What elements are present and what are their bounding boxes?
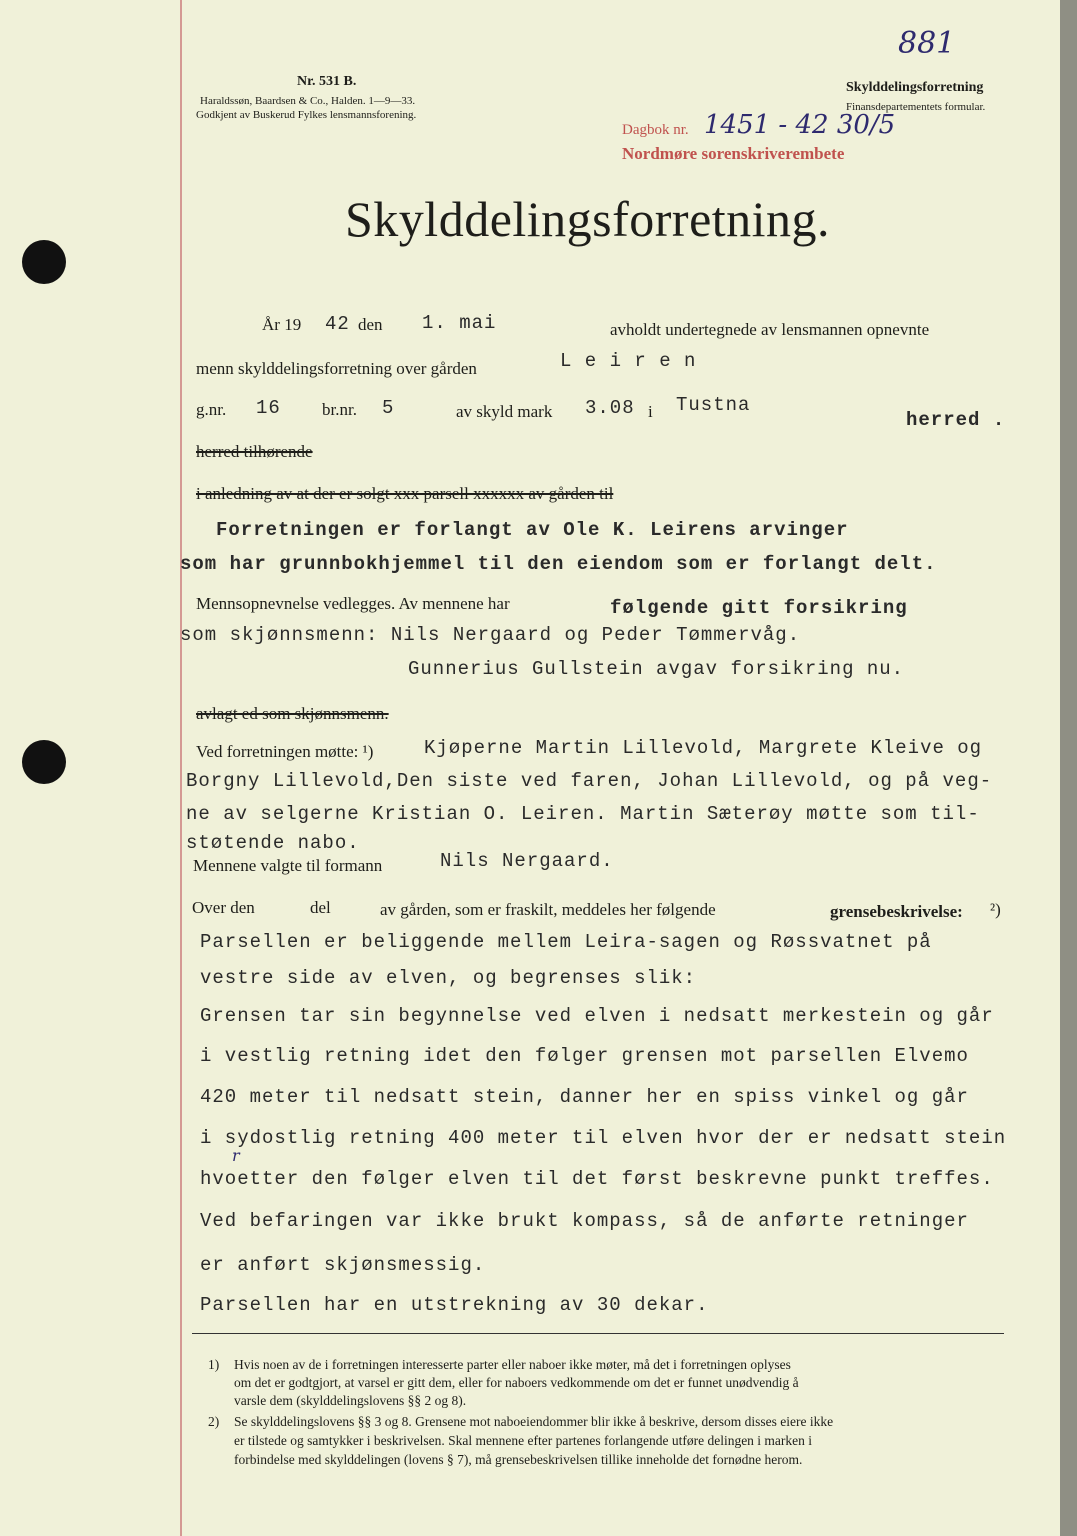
- appointment-printed: Mennsopnevnelse vedlegges. Av mennene har: [196, 594, 510, 613]
- men-line: menn skylddelingsforretning over gården: [196, 359, 477, 378]
- attendance-line-2: Borgny Lillevold,Den siste ved faren, Johan Lillevold, og på veg-: [186, 770, 993, 792]
- den-label: den: [358, 315, 383, 334]
- i-label: i: [648, 402, 653, 421]
- footnote-1-line-2: om det er godtgjort, at varsel er gitt dem, eller for naboers vedkommende om det er funnet unødvendig å: [234, 1375, 799, 1390]
- appointment-typed-1: følgende gitt forsikring: [610, 597, 908, 619]
- footnote-rule: [192, 1333, 1004, 1334]
- year-value: 42: [325, 313, 350, 335]
- form-number: Nr. 531 B.: [297, 74, 357, 89]
- attendance-label: Ved forretningen møtte: ¹): [196, 742, 374, 761]
- punch-hole-top: [22, 240, 66, 284]
- court-office-stamp: Nordmøre sorenskriverembete: [622, 144, 845, 163]
- punch-hole-bottom: [22, 740, 66, 784]
- boundary-intro-b: del: [310, 898, 331, 917]
- printer-line: Haraldssøn, Baardsen & Co., Halden. 1—9—33.: [200, 95, 416, 107]
- appointment-typed-2: som skjønnsmenn: Nils Nergaard og Peder Tømmervåg.: [180, 624, 801, 646]
- requested-line-1: Forretningen er forlangt av Ole K. Leirens arvinger: [216, 519, 849, 541]
- struck-oath-line: avlagt ed som skjønnsmenn.: [196, 704, 389, 723]
- chairman-label: Mennene valgte til formann: [193, 856, 383, 875]
- skyld-label: av skyld mark: [456, 402, 553, 421]
- boundary-line-9: er anført skjønsmessig.: [200, 1254, 486, 1276]
- brnr-value: 5: [382, 397, 395, 419]
- footnote-2-line-1: Se skylddelingslovens §§ 3 og 8. Grensene mot naboeiendommer blir ikke å beskrive, dersom disses eiere ikke: [234, 1414, 834, 1429]
- boundary-line-2: vestre side av elven, og begrenses slik:: [200, 967, 697, 989]
- boundary-intro-a: Over den: [192, 898, 255, 917]
- page-title: Skylddelingsforretning.: [345, 191, 831, 247]
- footnote-2-number: 2): [208, 1414, 220, 1429]
- brnr-label: br.nr.: [322, 400, 357, 419]
- boundary-line-6: i sydostlig retning 400 meter til elven hvor der er nedsatt stein: [200, 1127, 1007, 1149]
- boundary-intro-c: av gården, som er fraskilt, meddeles her følgende: [380, 900, 716, 919]
- boundary-line-8: Ved befaringen var ikke brukt kompass, så de anførte retninger: [200, 1210, 969, 1232]
- boundary-intro-bold: grensebeskrivelse:: [830, 902, 963, 921]
- boundary-line-1: Parsellen er beliggende mellem Leira-sagen og Røssvatnet på: [200, 931, 932, 953]
- page-number: 881: [898, 26, 956, 61]
- boundary-line-5: 420 meter til nedsatt stein, danner her en spiss vinkel og går: [200, 1086, 969, 1108]
- approval-line: Godkjent av Buskerud Fylkes lensmannsforening.: [196, 109, 417, 121]
- intro-text: avholdt undertegnede av lensmannen opnevnte: [610, 320, 930, 339]
- footnote-1-line-3: varsle dem (skylddelingslovens §§ 2 og 8).: [234, 1393, 467, 1408]
- handwritten-insertion: r: [232, 1146, 240, 1165]
- gnr-value: 16: [256, 397, 281, 419]
- date-value: 1. mai: [422, 312, 497, 334]
- form-origin: Finansdepartementets formular.: [846, 101, 986, 113]
- journal-stamp-label: Dagbok nr.: [622, 122, 689, 138]
- chairman-name: Nils Nergaard.: [440, 850, 614, 872]
- farm-name: L e i r e n: [560, 350, 697, 372]
- requested-line-2: som har grunnbokhjemmel til den eiendom som er forlangt delt.: [180, 553, 937, 575]
- herred-label: herred .: [906, 409, 1006, 431]
- footnote-1-number: 1): [208, 1357, 220, 1372]
- struck-herred-line: herred tilhørende: [196, 442, 313, 461]
- footnote-2-line-3: forbindelse med skylddelingen (lovens § 7), må grensebeskrivelsen tillike inneholde det fornødne herom.: [234, 1452, 803, 1467]
- margin-rule: [180, 0, 182, 1536]
- appointment-typed-3: Gunnerius Gullstein avgav forsikring nu.: [408, 658, 905, 680]
- page-edge-shadow: [1060, 0, 1077, 1536]
- gnr-label: g.nr.: [196, 400, 227, 419]
- boundary-line-10: Parsellen har en utstrekning av 30 dekar.: [200, 1294, 709, 1316]
- footnote-2-line-2: er tilstede og samtykker i beskrivelsen. Skal mennene efter partenes forlangende utføre delingen i marken i: [234, 1433, 813, 1448]
- boundary-line-7: hvoetter den følger elven til det først beskrevne punkt treffes.: [200, 1168, 994, 1190]
- boundary-line-3: Grensen tar sin begynnelse ved elven i nedsatt merkestein og går: [200, 1005, 994, 1027]
- year-label: År 19: [262, 315, 302, 334]
- skyld-value: 3.08: [585, 397, 635, 419]
- boundary-line-4: i vestlig retning idet den følger grensen mot parsellen Elvemo: [200, 1045, 969, 1067]
- attendance-line-1: Kjøperne Martin Lillevold, Margrete Kleive og: [424, 737, 983, 759]
- attendance-line-3: ne av selgerne Kristian O. Leiren. Martin Sæterøy møtte som til-: [186, 803, 980, 825]
- footnote-1-line-1: Hvis noen av de i forretningen interesserte parter eller naboer ikke møter, må det i forretningen oplyses: [234, 1357, 791, 1372]
- form-name: Skylddelingsforretning: [846, 80, 984, 95]
- struck-occasion-line: i anledning av at der er solgt xxx parsell xxxxxx av gården til: [196, 484, 614, 503]
- journal-number: 1451 - 42 30/5: [704, 110, 896, 140]
- attendance-line-4: støtende nabo.: [186, 832, 360, 854]
- boundary-intro-note: ²): [990, 900, 1001, 919]
- municipality: Tustna: [676, 394, 751, 416]
